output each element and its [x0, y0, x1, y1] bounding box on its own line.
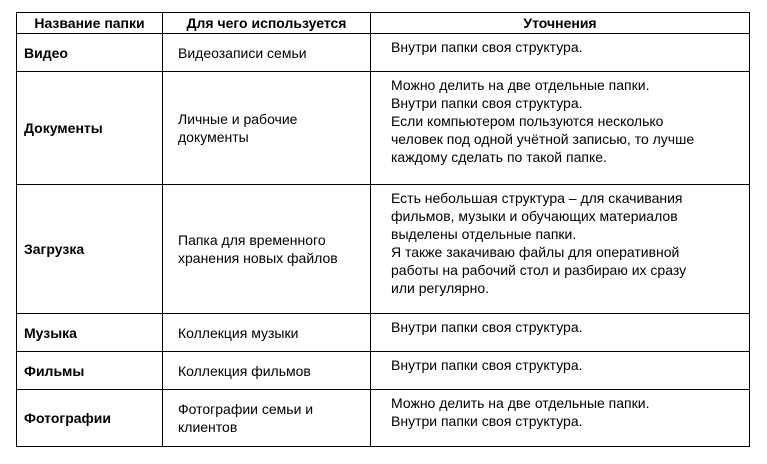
folder-name: Фильмы	[17, 352, 163, 390]
header-row	[17, 13, 750, 34]
table-row	[17, 390, 750, 447]
folder-purpose: Коллекция музыки	[163, 314, 371, 352]
folder-name: Загрузка	[17, 185, 163, 314]
folder-purpose: Фотографии семьи и клиентов	[163, 390, 371, 447]
folder-name: Видео	[17, 34, 163, 72]
folder-notes: Можно делить на две отдельные папки. Внутри папки своя структура.	[371, 390, 750, 447]
table-row	[17, 72, 750, 185]
folder-name: Фотографии	[17, 390, 163, 447]
table-row	[17, 34, 750, 72]
folder-notes: Внутри папки своя структура.	[371, 34, 750, 72]
table-row	[17, 185, 750, 314]
folder-name: Музыка	[17, 314, 163, 352]
header-purpose: Для чего используется	[163, 13, 371, 34]
folder-notes: Внутри папки своя структура.	[371, 314, 750, 352]
folder-name: Документы	[17, 72, 163, 185]
table-row	[17, 352, 750, 390]
folder-notes: Можно делить на две отдельные папки. Внутри папки своя структура. Если компьютером пользуются несколько человек под одной учётной записью, то лучше каждому сделать по такой папке.	[371, 72, 750, 185]
folder-purpose: Папка для временного хранения новых файлов	[163, 185, 371, 314]
header-notes: Уточнения	[371, 13, 750, 34]
folder-purpose: Видеозаписи семьи	[163, 34, 371, 72]
folder-purpose: Коллекция фильмов	[163, 352, 371, 390]
header-folder-name: Название папки	[17, 13, 163, 34]
folder-purpose: Личные и рабочие документы	[163, 72, 371, 185]
folders-table	[16, 12, 750, 447]
table-row	[17, 314, 750, 352]
folder-notes: Есть небольшая структура – для скачивания фильмов, музыки и обучающих материалов выделены отдельные папки. Я также закачиваю файлы для оперативной работы на рабочий стол и разбираю их сразу или регулярно.	[371, 185, 750, 314]
folder-notes: Внутри папки своя структура.	[371, 352, 750, 390]
